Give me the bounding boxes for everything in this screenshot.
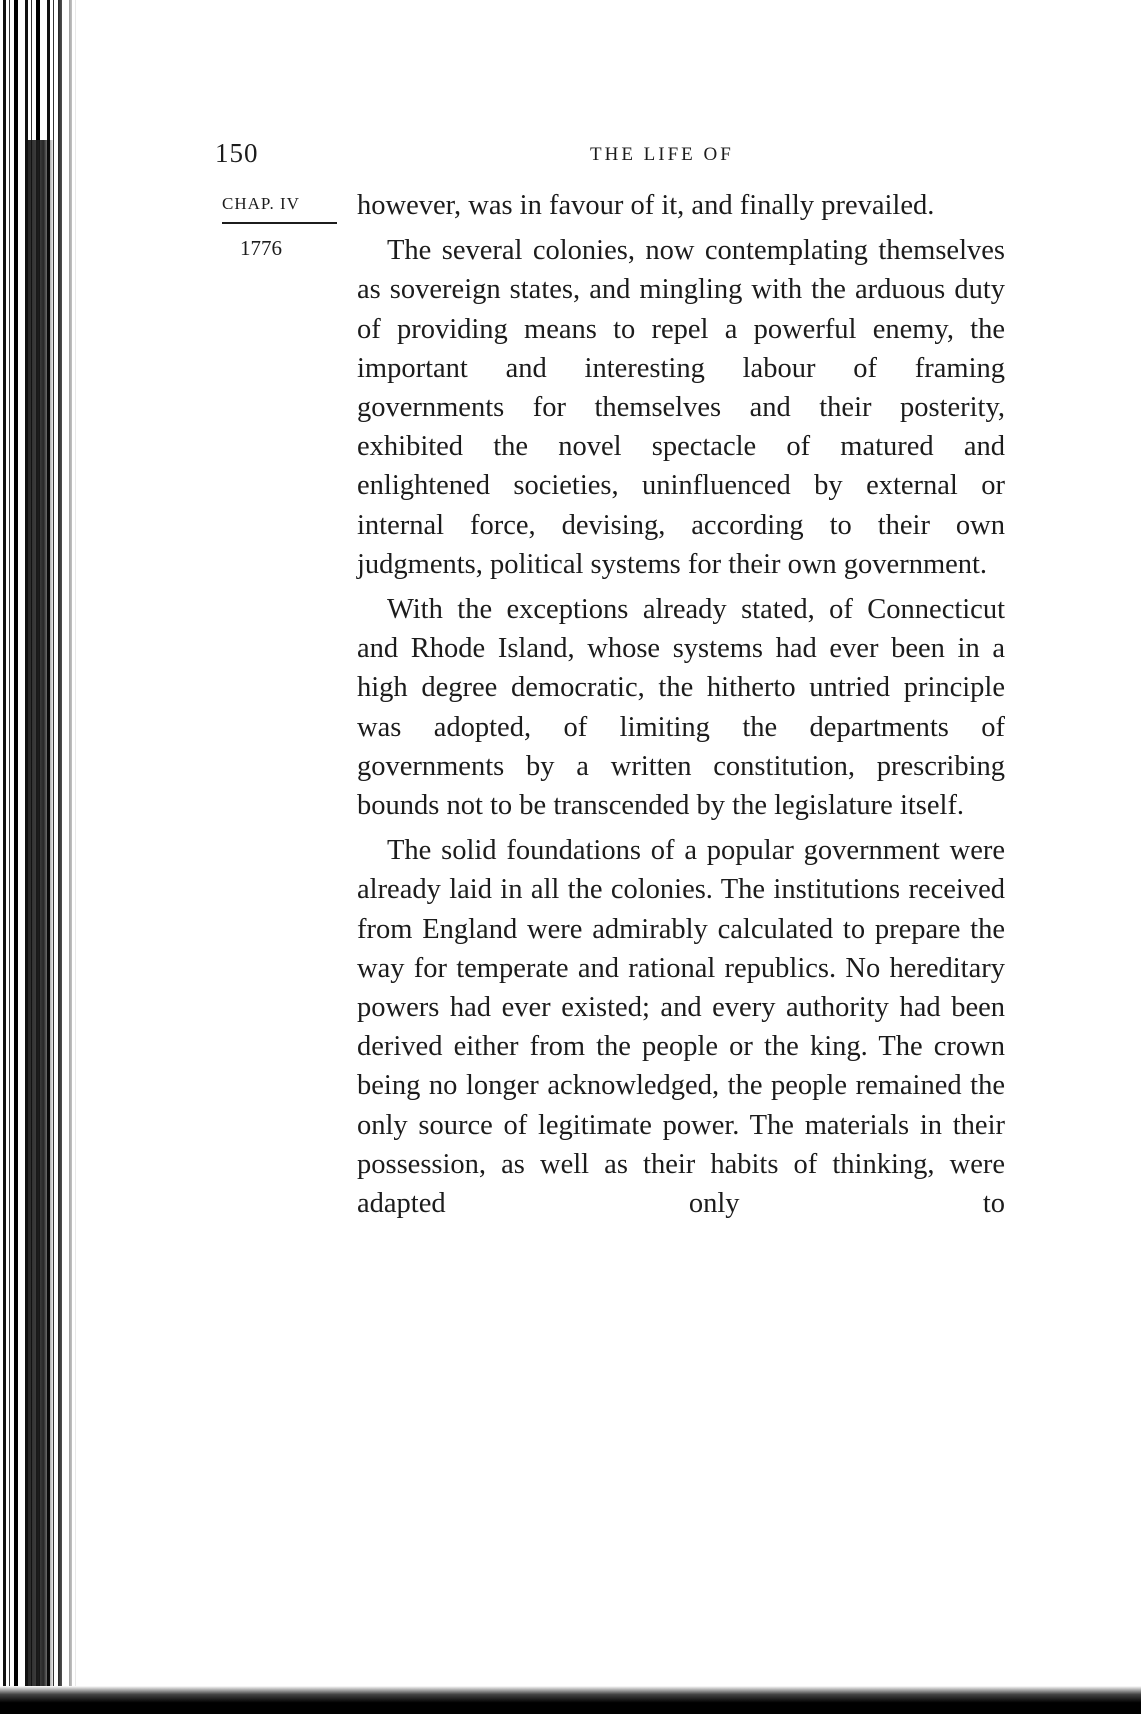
page-number: 150 — [215, 138, 259, 168]
paragraph-3: With the exceptions already stated, of Connecticut and Rhode Island, whose systems had ever been in a high degree democratic, the hitherto untried principle was adopted, of limiting the departments of governments by a written constitution, prescribing bounds not to be transcended by the legislature itself. — [357, 594, 1005, 822]
paragraph-2: The several colonies, now contemplating themselves as sovereign states, and mingling with the arduous duty of providing means to repel a powerful enemy, the important and interesting labour of framing governments for themselves and their posterity, exhibited the novel spectacle of matured and enlightened societies, uninfluenced by external or internal force, devising, according to their own judgments, political systems for their own government. — [357, 235, 1005, 580]
paragraph-4: The solid foundations of a popular government were already laid in all the colonies. The institutions received from England were admirably calculated to prepare the way for temperate and rational republics. No hereditary powers had ever existed; and every authority had been derived either from the people or the king. The crown being no longer acknowledged, the people remained the only source of legitimate power. The materials in their possession, as well as their habits of thinking, were adapted only to — [357, 835, 1005, 1220]
binding-core-shadow — [28, 140, 54, 1714]
body-text — [357, 186, 1005, 1223]
paragraph-1: however, was in favour of it, and finally prevailed. — [357, 190, 935, 221]
margin-year: 1776 — [240, 236, 282, 260]
running-head: THE LIFE OF — [590, 144, 734, 165]
bottom-scan-shadow — [0, 1686, 1141, 1714]
margin-chapter-label: CHAP. IV — [222, 194, 337, 224]
